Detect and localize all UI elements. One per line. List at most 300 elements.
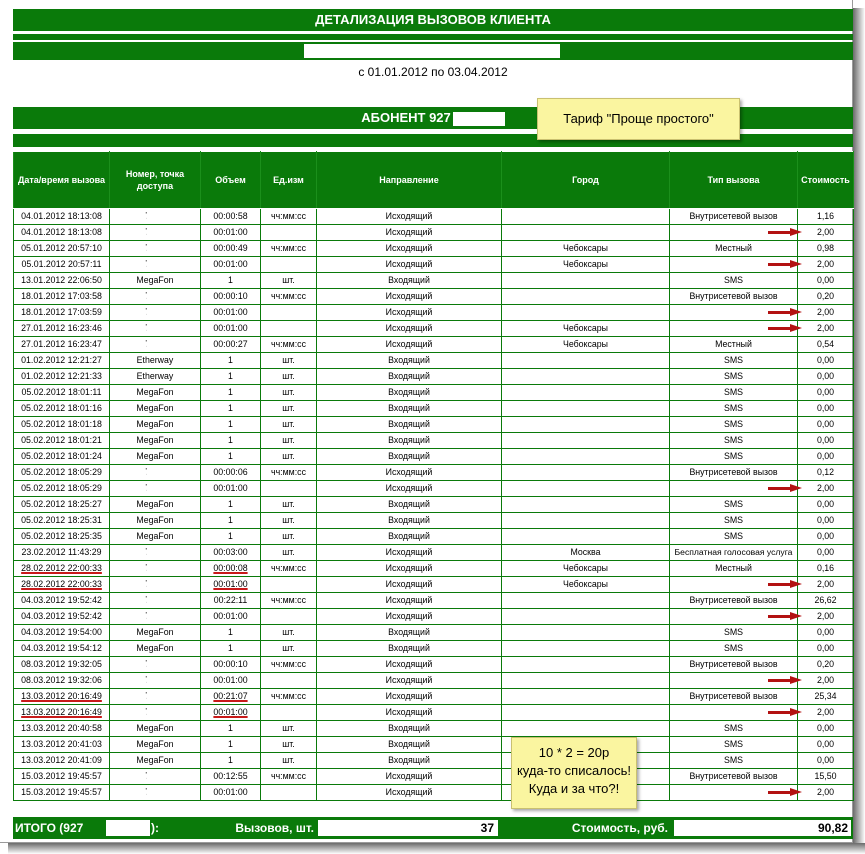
cell-unit-text: чч:мм:сс <box>271 563 306 573</box>
redacted-number <box>147 673 169 688</box>
cell-cost <box>798 449 854 465</box>
cell-cost <box>798 561 854 577</box>
cell-direction-text: Входящий <box>388 403 430 413</box>
cell-city <box>502 257 670 273</box>
cell-direction <box>317 353 502 369</box>
arrow-head <box>790 228 802 236</box>
cell-call-type <box>670 353 798 369</box>
cell-volume <box>201 737 261 753</box>
cell-call-type <box>670 369 798 385</box>
cell-volume <box>201 401 261 417</box>
table-row <box>14 337 854 353</box>
cell-volume <box>201 721 261 737</box>
cell-volume-text: 00:00:27 <box>213 339 248 349</box>
cell-direction <box>317 433 502 449</box>
cell-cost-text: 0,12 <box>816 467 835 477</box>
cell-number <box>110 673 201 689</box>
redacted-number <box>147 321 169 336</box>
cell-direction-text: Входящий <box>388 643 430 653</box>
cell-call-type-text: SMS <box>723 355 744 365</box>
table-row <box>14 785 854 801</box>
table-row <box>14 353 854 369</box>
cell-number <box>110 337 201 353</box>
cell-number <box>110 433 201 449</box>
cell-volume-text: 1 <box>228 723 233 733</box>
cell-unit-text: шт. <box>282 499 295 509</box>
cell-volume-text: 00:01:00 <box>213 707 248 717</box>
cell-unit <box>261 753 317 769</box>
cell-volume <box>201 753 261 769</box>
cell-unit-text: шт. <box>282 355 295 365</box>
cell-call-type <box>670 561 798 577</box>
cell-datetime <box>14 513 110 529</box>
cell-number <box>110 465 201 481</box>
cell-datetime-text: 04.03.2012 19:52:42 <box>21 595 102 605</box>
cell-datetime-text: 13.01.2012 22:06:50 <box>21 275 102 285</box>
cell-number <box>110 241 201 257</box>
redacted-number <box>147 577 169 592</box>
cell-call-type <box>670 529 798 545</box>
cell-datetime-text: 05.01.2012 20:57:10 <box>21 243 102 253</box>
cell-cost <box>798 577 854 593</box>
redacted-number <box>147 289 169 304</box>
cell-volume <box>201 289 261 305</box>
cell-volume-text: 1 <box>228 499 233 509</box>
cell-cost-text: 2,00 <box>816 707 835 717</box>
cell-cost <box>798 401 854 417</box>
cell-datetime-text: 05.02.2012 18:01:21 <box>21 435 102 445</box>
cell-call-type <box>670 449 798 465</box>
frame-shadow-right <box>853 8 865 854</box>
cell-datetime <box>14 241 110 257</box>
table-row <box>14 369 854 385</box>
arrow-head <box>790 324 802 332</box>
cell-datetime <box>14 465 110 481</box>
redacted-number <box>147 225 169 240</box>
cell-number <box>110 417 201 433</box>
cell-datetime-text: 28.02.2012 22:00:33 <box>21 579 102 589</box>
cell-datetime <box>14 641 110 657</box>
cell-cost-text: 0,00 <box>816 627 835 637</box>
col-header-number: Номер, точка доступа <box>110 152 201 209</box>
calls-count-label: Вызовов, шт. <box>235 821 314 835</box>
cell-volume <box>201 481 261 497</box>
cell-call-type <box>670 385 798 401</box>
cell-call-type-text: SMS <box>723 371 744 381</box>
cell-cost-text: 2,00 <box>816 323 835 333</box>
cell-direction <box>317 769 502 785</box>
cell-volume-text: 00:00:08 <box>213 563 248 573</box>
cell-call-type <box>670 241 798 257</box>
cell-call-type-text: SMS <box>723 275 744 285</box>
cell-cost-text: 2,00 <box>816 611 835 621</box>
cell-city-text: Чебоксары <box>562 259 609 269</box>
table-row <box>14 497 854 513</box>
cell-datetime-text: 08.03.2012 19:32:06 <box>21 675 102 685</box>
cell-datetime-text: 01.02.2012 12:21:33 <box>21 371 102 381</box>
cell-cost-text: 0,00 <box>816 643 835 653</box>
cell-call-type <box>670 209 798 225</box>
cell-call-type-text: SMS <box>723 755 744 765</box>
redacted-number <box>147 785 169 800</box>
cell-city <box>502 529 670 545</box>
cell-unit-text: шт. <box>282 403 295 413</box>
cell-direction <box>317 561 502 577</box>
cell-number-text: MegaFon <box>136 451 174 461</box>
cell-volume <box>201 497 261 513</box>
cell-volume <box>201 465 261 481</box>
note-line-3: Куда и за что?! <box>528 781 620 796</box>
cell-city <box>502 289 670 305</box>
table-row <box>14 241 854 257</box>
cell-number-text: Etherway <box>136 355 174 365</box>
cell-number-text: MegaFon <box>136 627 174 637</box>
cell-call-type <box>670 593 798 609</box>
cell-unit <box>261 209 317 225</box>
cell-volume-text: 00:01:00 <box>213 483 248 493</box>
cell-call-type-text: SMS <box>723 739 744 749</box>
cell-unit <box>261 497 317 513</box>
total-cost-value: 90,82 <box>674 820 851 836</box>
cell-direction-text: Исходящий <box>385 547 433 557</box>
red-arrow-icon <box>768 612 804 621</box>
cell-city <box>502 305 670 321</box>
table-row <box>14 513 854 529</box>
cell-volume-text: 1 <box>228 739 233 749</box>
cell-direction-text: Исходящий <box>385 787 433 797</box>
cell-volume-text: 00:00:10 <box>213 659 248 669</box>
cell-number <box>110 593 201 609</box>
cell-direction-text: Исходящий <box>385 211 433 221</box>
cell-direction-text: Входящий <box>388 531 430 541</box>
cell-cost <box>798 241 854 257</box>
cell-volume <box>201 593 261 609</box>
cell-direction <box>317 369 502 385</box>
note-line-2: куда-то списалось! <box>516 763 632 778</box>
cell-datetime-text: 05.02.2012 18:05:29 <box>21 467 102 477</box>
abonent-label: АБОНЕНТ 927 <box>361 110 451 125</box>
cell-unit-text: чч:мм:сс <box>271 291 306 301</box>
cell-direction <box>317 625 502 641</box>
cell-volume-text: 1 <box>228 403 233 413</box>
cell-direction-text: Исходящий <box>385 707 433 717</box>
cell-datetime-text: 05.02.2012 18:25:27 <box>21 499 102 509</box>
cell-direction <box>317 209 502 225</box>
cell-volume <box>201 657 261 673</box>
table-row <box>14 593 854 609</box>
cell-direction-text: Исходящий <box>385 259 433 269</box>
cell-datetime <box>14 497 110 513</box>
cell-direction-text: Входящий <box>388 275 430 285</box>
cell-datetime <box>14 385 110 401</box>
arrow-shaft <box>768 583 792 586</box>
cell-call-type-text: SMS <box>723 499 744 509</box>
cell-direction <box>317 545 502 561</box>
cell-volume <box>201 417 261 433</box>
cell-direction <box>317 465 502 481</box>
cell-number-text: MegaFon <box>136 531 174 541</box>
cell-datetime-text: 04.03.2012 19:54:00 <box>21 627 102 637</box>
cell-datetime-text: 04.03.2012 19:52:42 <box>21 611 102 621</box>
cell-datetime-text: 04.01.2012 18:13:08 <box>21 211 102 221</box>
cell-unit <box>261 737 317 753</box>
cell-datetime <box>14 769 110 785</box>
redacted-number <box>147 593 169 608</box>
cell-cost-text: 26,62 <box>814 595 837 605</box>
cell-direction <box>317 689 502 705</box>
cell-unit-text: шт. <box>282 371 295 381</box>
cell-cost <box>798 321 854 337</box>
cell-volume <box>201 673 261 689</box>
cell-datetime <box>14 401 110 417</box>
table-row <box>14 289 854 305</box>
table-row <box>14 689 854 705</box>
cell-cost-text: 0,98 <box>816 243 835 253</box>
cell-datetime-text: 18.01.2012 17:03:59 <box>21 307 102 317</box>
cell-datetime <box>14 273 110 289</box>
cell-call-type <box>670 465 798 481</box>
note-line-1: 10 * 2 = 20р <box>538 745 610 760</box>
arrow-shaft <box>768 487 792 490</box>
cell-unit <box>261 321 317 337</box>
cell-unit <box>261 657 317 673</box>
cell-call-type <box>670 689 798 705</box>
cell-city <box>502 225 670 241</box>
cell-city <box>502 273 670 289</box>
cell-number <box>110 257 201 273</box>
cell-number <box>110 209 201 225</box>
cell-datetime <box>14 369 110 385</box>
cell-cost-text: 0,00 <box>816 739 835 749</box>
cell-cost <box>798 289 854 305</box>
cell-number <box>110 401 201 417</box>
cell-datetime-text: 13.03.2012 20:40:58 <box>21 723 102 733</box>
cell-cost <box>798 465 854 481</box>
cell-city <box>502 513 670 529</box>
cell-number <box>110 513 201 529</box>
itogo-label: ИТОГО (927 <box>15 821 84 835</box>
cell-direction <box>317 449 502 465</box>
cell-direction-text: Исходящий <box>385 579 433 589</box>
table-row <box>14 209 854 225</box>
cell-direction-text: Входящий <box>388 387 430 397</box>
cell-volume-text: 1 <box>228 515 233 525</box>
table-row <box>14 417 854 433</box>
cell-volume-text: 00:01:00 <box>213 307 248 317</box>
cell-direction <box>317 705 502 721</box>
cell-city <box>502 321 670 337</box>
cell-volume-text: 1 <box>228 435 233 445</box>
table-row <box>14 753 854 769</box>
cell-volume <box>201 337 261 353</box>
cell-cost-text: 0,00 <box>816 387 835 397</box>
cell-call-type <box>670 513 798 529</box>
cell-call-type-text: SMS <box>723 451 744 461</box>
cell-datetime-text: 05.01.2012 20:57:11 <box>21 259 102 269</box>
cell-number <box>110 769 201 785</box>
cell-volume-text: 00:22:11 <box>213 595 248 605</box>
cell-unit <box>261 593 317 609</box>
cell-datetime-text: 05.02.2012 18:01:24 <box>21 451 102 461</box>
cell-city <box>502 593 670 609</box>
redacted-number <box>147 481 169 496</box>
cell-city <box>502 449 670 465</box>
cell-unit-text: чч:мм:сс <box>271 467 306 477</box>
cell-datetime-text: 04.03.2012 19:54:12 <box>21 643 102 653</box>
cell-city <box>502 673 670 689</box>
cell-number-text: MegaFon <box>136 387 174 397</box>
cell-datetime <box>14 673 110 689</box>
cell-direction <box>317 609 502 625</box>
red-arrow-icon <box>768 324 804 333</box>
red-arrow-icon <box>768 308 804 317</box>
cell-call-type-text: SMS <box>723 515 744 525</box>
arrow-head <box>790 788 802 796</box>
arrow-head <box>790 308 802 316</box>
cell-unit <box>261 401 317 417</box>
cell-unit <box>261 241 317 257</box>
cell-call-type <box>670 625 798 641</box>
cell-direction-text: Исходящий <box>385 483 433 493</box>
cell-city <box>502 545 670 561</box>
cell-call-type-text: Внутрисетевой вызов <box>689 691 778 701</box>
cell-datetime-text: 13.03.2012 20:41:09 <box>21 755 102 765</box>
report-title: ДЕТАЛИЗАЦИЯ ВЫЗОВОВ КЛИЕНТА <box>13 9 853 31</box>
cell-direction-text: Входящий <box>388 419 430 429</box>
cell-volume <box>201 305 261 321</box>
cell-direction-text: Входящий <box>388 627 430 637</box>
cell-cost <box>798 785 854 801</box>
cell-call-type-text: Внутрисетевой вызов <box>689 291 778 301</box>
cell-direction-text: Входящий <box>388 435 430 445</box>
cell-volume <box>201 545 261 561</box>
cell-volume <box>201 369 261 385</box>
cell-number <box>110 705 201 721</box>
cell-volume-text: 1 <box>228 451 233 461</box>
redacted-number <box>147 545 169 560</box>
cell-volume-text: 00:00:58 <box>213 211 248 221</box>
cell-unit <box>261 433 317 449</box>
redacted-number <box>147 465 169 480</box>
table-row <box>14 657 854 673</box>
cell-number <box>110 577 201 593</box>
cell-city <box>502 497 670 513</box>
cell-volume-text: 1 <box>228 275 233 285</box>
arrow-shaft <box>768 231 792 234</box>
cell-unit <box>261 641 317 657</box>
cell-unit <box>261 577 317 593</box>
cell-unit <box>261 289 317 305</box>
cell-call-type-text: SMS <box>723 419 744 429</box>
cell-unit-text: шт. <box>282 515 295 525</box>
cell-volume-text: 1 <box>228 387 233 397</box>
cell-number-text: MegaFon <box>136 755 174 765</box>
cell-call-type-text: Внутрисетевой вызов <box>689 771 778 781</box>
cell-direction-text: Входящий <box>388 515 430 525</box>
cell-volume <box>201 609 261 625</box>
cell-call-type-text: SMS <box>723 387 744 397</box>
cell-unit <box>261 689 317 705</box>
cell-volume-text: 00:01:00 <box>213 579 248 589</box>
cell-direction-text: Исходящий <box>385 307 433 317</box>
red-arrow-icon <box>768 484 804 493</box>
cell-direction <box>317 225 502 241</box>
cell-direction-text: Исходящий <box>385 611 433 621</box>
cell-direction-text: Исходящий <box>385 323 433 333</box>
table-row <box>14 225 854 241</box>
cell-volume-text: 1 <box>228 419 233 429</box>
cell-city-text: Чебоксары <box>562 323 609 333</box>
red-arrow-icon <box>768 260 804 269</box>
cell-datetime-text: 27.01.2012 16:23:47 <box>21 339 102 349</box>
table-row <box>14 561 854 577</box>
cell-call-type <box>670 769 798 785</box>
cell-cost <box>798 417 854 433</box>
cell-city-text: Чебоксары <box>562 563 609 573</box>
cell-cost <box>798 225 854 241</box>
cell-volume <box>201 513 261 529</box>
cell-volume-text: 00:01:00 <box>213 675 248 685</box>
table-row <box>14 769 854 785</box>
table-row <box>14 321 854 337</box>
cell-cost-text: 0,00 <box>816 547 835 557</box>
cell-volume <box>201 785 261 801</box>
cell-direction-text: Исходящий <box>385 227 433 237</box>
cell-unit-text: шт. <box>282 755 295 765</box>
cell-datetime <box>14 625 110 641</box>
cell-unit <box>261 273 317 289</box>
cell-call-type-text: Внутрисетевой вызов <box>689 467 778 477</box>
arrow-shaft <box>768 679 792 682</box>
cell-number-text: MegaFon <box>136 403 174 413</box>
cell-unit-text: шт. <box>282 531 295 541</box>
cell-cost <box>798 689 854 705</box>
cell-direction-text: Входящий <box>388 723 430 733</box>
table-row <box>14 481 854 497</box>
cell-number <box>110 625 201 641</box>
itogo-label-end: ): <box>151 821 159 835</box>
red-arrow-icon <box>768 228 804 237</box>
cell-call-type <box>670 497 798 513</box>
table-row <box>14 529 854 545</box>
cell-cost <box>798 753 854 769</box>
cell-cost <box>798 305 854 321</box>
report-period: с 01.01.2012 по 03.04.2012 <box>358 65 508 79</box>
question-note <box>511 737 637 809</box>
cell-datetime <box>14 353 110 369</box>
redacted-number <box>147 561 169 576</box>
cell-unit-text: шт. <box>282 435 295 445</box>
cell-city <box>502 481 670 497</box>
cell-city <box>502 721 670 737</box>
cell-cost <box>798 673 854 689</box>
cell-volume <box>201 433 261 449</box>
cell-cost-text: 0,54 <box>816 339 835 349</box>
cell-unit <box>261 465 317 481</box>
cell-volume-text: 1 <box>228 755 233 765</box>
cell-cost-text: 0,00 <box>816 419 835 429</box>
cell-city <box>502 705 670 721</box>
col-header-unit: Ед.изм <box>261 152 317 209</box>
cell-unit-text: чч:мм:сс <box>271 659 306 669</box>
cell-city <box>502 433 670 449</box>
calls-count-value: 37 <box>318 820 498 836</box>
cell-direction <box>317 785 502 801</box>
cell-call-type <box>670 753 798 769</box>
cell-call-type-text: Местный <box>715 243 752 253</box>
cell-datetime <box>14 337 110 353</box>
cell-city-text: Чебоксары <box>562 579 609 589</box>
